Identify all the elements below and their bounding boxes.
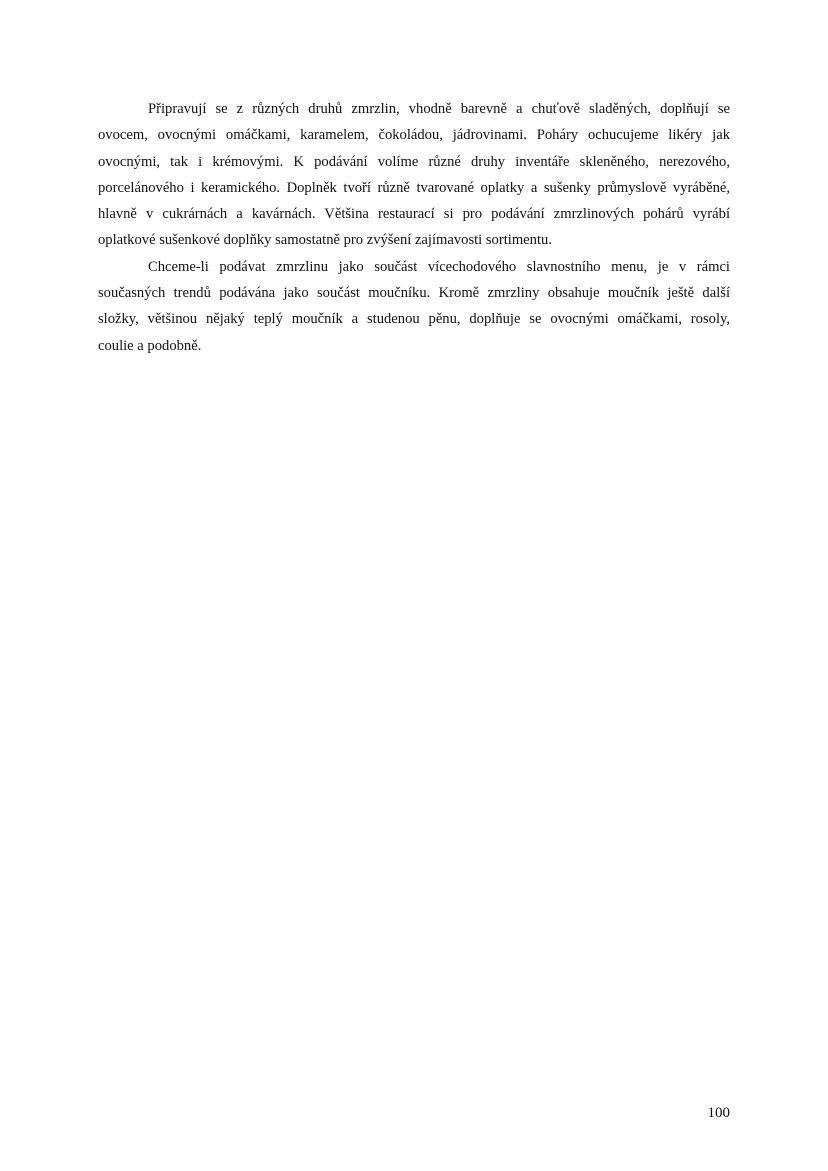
paragraph-line: coulie a podobně. [98, 337, 202, 354]
paragraph-line: Připravují se z různých druhů zmrzlin, vhodně barevně a chuťově sladěných, doplňují se [148, 101, 730, 117]
page-number: 100 [707, 1105, 730, 1121]
paragraph-line: Chceme-li podávat zmrzlinu jako součást vícechodového slavnostního menu, je v rámci [148, 258, 730, 275]
paragraph-line: hlavně v cukrárnách a kavárnách. Většina restaurací si pro podávání zmrzlinových pohárů vyrábí [98, 206, 730, 223]
paragraph-2 [98, 254, 730, 359]
body-text [98, 96, 730, 359]
paragraph-line: ovocnými, tak i krémovými. K podávání volíme různé druhy inventáře skleněného, nerezového, [98, 153, 730, 170]
paragraph-line: porcelánového i keramického. Doplněk tvoří různě tvarované oplatky a sušenky průmyslově vyráběné, [98, 179, 730, 196]
paragraph-line: oplatkové sušenkové doplňky samostatně pro zvýšení zajímavosti sortimentu. [98, 232, 552, 249]
paragraph-1 [98, 96, 730, 254]
paragraph-line: složky, většinou nějaký teplý moučník a studenou pěnu, doplňuje se ovocnými omáčkami, rosoly, [98, 311, 730, 328]
paragraph-line: ovocem, ovocnými omáčkami, karamelem, čokoládou, jádrovinami. Poháry ochucujeme likéry jak [98, 127, 730, 144]
paragraph-line: současných trendů podávána jako součást moučníku. Kromě zmrzliny obsahuje moučník ještě další [98, 285, 730, 302]
